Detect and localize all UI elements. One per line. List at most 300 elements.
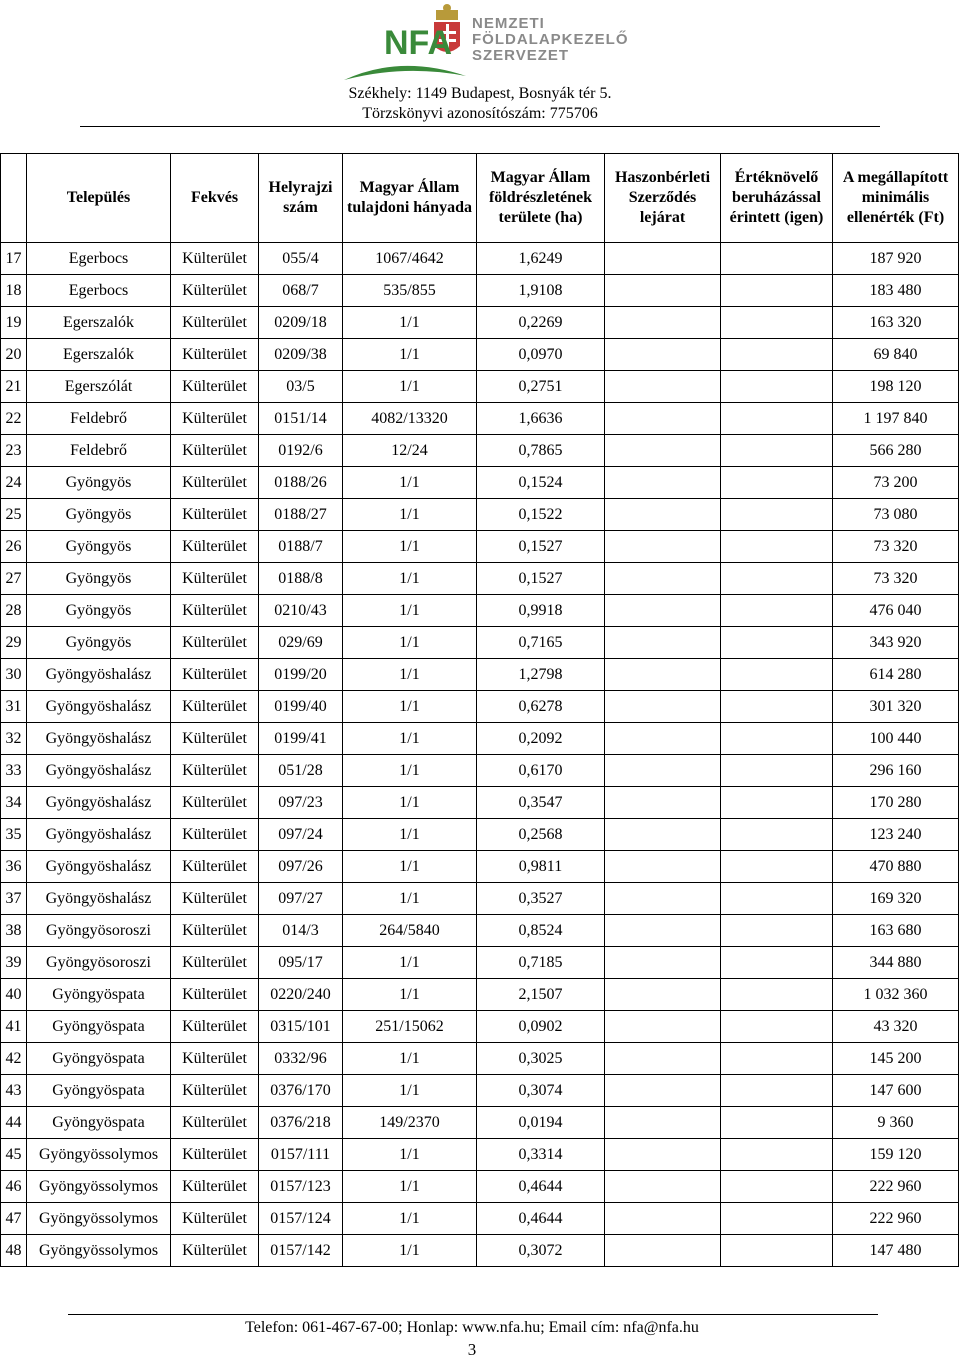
table-row <box>1 371 959 403</box>
table-cell: Gyöngyöspata <box>27 1043 171 1075</box>
table-cell: Külterület <box>171 563 259 595</box>
table-cell <box>721 275 833 307</box>
table-cell: 1/1 <box>343 1171 477 1203</box>
table-cell: Külterület <box>171 691 259 723</box>
table-cell: 1/1 <box>343 851 477 883</box>
table-cell: Gyöngyöspata <box>27 1011 171 1043</box>
table-cell: 1/1 <box>343 563 477 595</box>
table-cell: 1/1 <box>343 819 477 851</box>
table-cell: 0332/96 <box>259 1043 343 1075</box>
table-cell: 73 200 <box>833 467 959 499</box>
table-cell: 187 920 <box>833 243 959 275</box>
table-cell: 068/7 <box>259 275 343 307</box>
table-cell: 0376/218 <box>259 1107 343 1139</box>
table-cell <box>721 1011 833 1043</box>
table-cell <box>605 627 721 659</box>
table-cell: 014/3 <box>259 915 343 947</box>
nfa-logo <box>340 2 629 84</box>
table-cell: Gyöngyöshalász <box>27 723 171 755</box>
table-row <box>1 1235 959 1267</box>
table-cell: Külterület <box>171 499 259 531</box>
table-cell <box>605 1235 721 1267</box>
table-cell: 0151/14 <box>259 403 343 435</box>
table-cell: 1/1 <box>343 339 477 371</box>
table-cell: 1/1 <box>343 947 477 979</box>
table-cell: 0188/7 <box>259 531 343 563</box>
column-header-2: Fekvés <box>171 154 259 243</box>
table-cell: 1/1 <box>343 1235 477 1267</box>
table-cell: Külterület <box>171 339 259 371</box>
table-cell: 32 <box>1 723 27 755</box>
table-cell: 170 280 <box>833 787 959 819</box>
table-cell <box>721 755 833 787</box>
table-row <box>1 403 959 435</box>
table-row <box>1 435 959 467</box>
table-row <box>1 499 959 531</box>
table-cell: Külterület <box>171 1235 259 1267</box>
column-header-5: Magyar Állam földrészletének területe (ha) <box>477 154 605 243</box>
table-cell: 1/1 <box>343 659 477 691</box>
table-row <box>1 1075 959 1107</box>
table-cell: Feldebrő <box>27 403 171 435</box>
table-cell <box>605 787 721 819</box>
svg-text:NFA: NFA <box>384 24 452 62</box>
table-cell: 0210/43 <box>259 595 343 627</box>
table-cell <box>721 787 833 819</box>
table-row <box>1 755 959 787</box>
table-row <box>1 275 959 307</box>
table-cell: 34 <box>1 787 27 819</box>
table-cell <box>721 1203 833 1235</box>
table-cell: 43 <box>1 1075 27 1107</box>
table-cell: 19 <box>1 307 27 339</box>
table-cell: Külterület <box>171 819 259 851</box>
table-cell: 44 <box>1 1107 27 1139</box>
table-cell <box>721 1043 833 1075</box>
table-cell <box>605 723 721 755</box>
table-cell: 0,8524 <box>477 915 605 947</box>
table-cell: 73 320 <box>833 531 959 563</box>
table-cell: Gyöngyös <box>27 563 171 595</box>
table-cell: 343 920 <box>833 627 959 659</box>
table-cell: 097/26 <box>259 851 343 883</box>
table-cell <box>605 1075 721 1107</box>
table-cell: 029/69 <box>259 627 343 659</box>
table-cell: 1,9108 <box>477 275 605 307</box>
table-cell: 12/24 <box>343 435 477 467</box>
table-cell: 0,2568 <box>477 819 605 851</box>
table-cell: 149/2370 <box>343 1107 477 1139</box>
table-cell: 1/1 <box>343 691 477 723</box>
table-cell: 73 080 <box>833 499 959 531</box>
table-cell: 18 <box>1 275 27 307</box>
table-cell: 20 <box>1 339 27 371</box>
table-cell <box>605 755 721 787</box>
table-cell <box>605 403 721 435</box>
table-cell <box>605 1043 721 1075</box>
table-cell: Gyöngyöshalász <box>27 787 171 819</box>
table-cell <box>605 595 721 627</box>
table-cell: Külterület <box>171 275 259 307</box>
table-cell: 296 160 <box>833 755 959 787</box>
table-cell: 28 <box>1 595 27 627</box>
table-cell: 0,1527 <box>477 531 605 563</box>
table-cell: Külterület <box>171 595 259 627</box>
table-cell <box>721 1139 833 1171</box>
table-cell <box>605 1203 721 1235</box>
table-cell: Gyöngyöshalász <box>27 659 171 691</box>
table-cell <box>721 1107 833 1139</box>
table-cell: 1,6636 <box>477 403 605 435</box>
table-cell: 0315/101 <box>259 1011 343 1043</box>
table-cell <box>605 883 721 915</box>
table-cell: 100 440 <box>833 723 959 755</box>
table-cell: 183 480 <box>833 275 959 307</box>
table-cell: Külterület <box>171 755 259 787</box>
column-header-7: Értéknövelő beruházással érintett (igen) <box>721 154 833 243</box>
table-cell: Külterület <box>171 1203 259 1235</box>
table-cell <box>721 1075 833 1107</box>
table-cell: 29 <box>1 627 27 659</box>
table-cell: Külterület <box>171 1011 259 1043</box>
table-row <box>1 691 959 723</box>
table-cell: 1/1 <box>343 883 477 915</box>
table-cell: 614 280 <box>833 659 959 691</box>
table-cell: 0209/38 <box>259 339 343 371</box>
table-cell: 264/5840 <box>343 915 477 947</box>
table-cell: Külterület <box>171 915 259 947</box>
table-cell: 0157/123 <box>259 1171 343 1203</box>
table-cell: Gyöngyöspata <box>27 1107 171 1139</box>
table-cell: Egerszalók <box>27 307 171 339</box>
table-cell: 0,3314 <box>477 1139 605 1171</box>
table-cell <box>721 371 833 403</box>
table-cell: Egerszalók <box>27 339 171 371</box>
table-cell: Gyöngyös <box>27 595 171 627</box>
table-cell: 1/1 <box>343 1139 477 1171</box>
table-cell <box>721 1171 833 1203</box>
table-cell: 41 <box>1 1011 27 1043</box>
table-cell <box>605 531 721 563</box>
table-cell <box>605 499 721 531</box>
table-cell <box>605 275 721 307</box>
table-cell: 0199/41 <box>259 723 343 755</box>
table-cell: 0188/26 <box>259 467 343 499</box>
table-cell: 095/17 <box>259 947 343 979</box>
table-cell: 9 360 <box>833 1107 959 1139</box>
table-cell: 097/24 <box>259 819 343 851</box>
table-cell: Gyöngyössolymos <box>27 1203 171 1235</box>
table-cell <box>721 307 833 339</box>
table-cell: 055/4 <box>259 243 343 275</box>
page-number: 3 <box>467 1340 477 1359</box>
table-cell: 30 <box>1 659 27 691</box>
table-cell: Külterület <box>171 1075 259 1107</box>
table-cell: Gyöngyöshalász <box>27 691 171 723</box>
table-cell <box>605 307 721 339</box>
table-cell: 0157/124 <box>259 1203 343 1235</box>
table-cell: 301 320 <box>833 691 959 723</box>
table-cell: 1,2798 <box>477 659 605 691</box>
table-row <box>1 1203 959 1235</box>
table-cell: 566 280 <box>833 435 959 467</box>
table-cell: Külterület <box>171 979 259 1011</box>
table-cell: Gyöngyöshalász <box>27 755 171 787</box>
table-cell: 0,2092 <box>477 723 605 755</box>
table-cell: 17 <box>1 243 27 275</box>
table-cell: 1/1 <box>343 1203 477 1235</box>
table-cell: Külterület <box>171 723 259 755</box>
table-row <box>1 947 959 979</box>
table-cell <box>605 467 721 499</box>
table-cell: Egerszólát <box>27 371 171 403</box>
table-cell: 33 <box>1 755 27 787</box>
table-cell: Egerbocs <box>27 243 171 275</box>
table-cell: Gyöngyöshalász <box>27 851 171 883</box>
land-parcel-table <box>0 153 959 1267</box>
org-name-line-3: SZERVEZET <box>472 47 570 64</box>
table-row <box>1 467 959 499</box>
table-cell: Külterület <box>171 1107 259 1139</box>
table-cell: 097/27 <box>259 883 343 915</box>
table-cell <box>721 819 833 851</box>
table-cell: 476 040 <box>833 595 959 627</box>
table-cell: 344 880 <box>833 947 959 979</box>
headquarters-address: Székhely: 1149 Budapest, Bosnyák tér 5. <box>348 85 612 102</box>
table-cell <box>605 371 721 403</box>
table-cell: 40 <box>1 979 27 1011</box>
table-cell: Külterület <box>171 1043 259 1075</box>
table-cell: Külterület <box>171 787 259 819</box>
table-cell: Gyöngyöspata <box>27 979 171 1011</box>
table-cell <box>605 851 721 883</box>
table-cell <box>605 563 721 595</box>
table-row <box>1 307 959 339</box>
column-header-4: Magyar Állam tulajdoni hányada <box>343 154 477 243</box>
table-row <box>1 1139 959 1171</box>
table-cell: 147 600 <box>833 1075 959 1107</box>
table-cell <box>721 595 833 627</box>
table-cell: 69 840 <box>833 339 959 371</box>
table-cell: 27 <box>1 563 27 595</box>
table-cell: 0,4644 <box>477 1203 605 1235</box>
table-cell: 2,1507 <box>477 979 605 1011</box>
table-cell: 1/1 <box>343 595 477 627</box>
table-cell: 26 <box>1 531 27 563</box>
table-cell: 23 <box>1 435 27 467</box>
table-cell: 22 <box>1 403 27 435</box>
footer-rule <box>68 1314 878 1315</box>
table-cell <box>721 883 833 915</box>
table-cell: 0192/6 <box>259 435 343 467</box>
org-name-line-1: NEMZETI <box>472 15 545 32</box>
table-cell: 48 <box>1 1235 27 1267</box>
table-cell: 0,7165 <box>477 627 605 659</box>
table-cell: 222 960 <box>833 1171 959 1203</box>
table-cell: Gyöngyös <box>27 499 171 531</box>
table-cell: 0,1527 <box>477 563 605 595</box>
table-cell <box>721 979 833 1011</box>
table-row <box>1 979 959 1011</box>
table-cell: 0,6278 <box>477 691 605 723</box>
table-cell: 0157/142 <box>259 1235 343 1267</box>
table-cell: Gyöngyösoroszi <box>27 915 171 947</box>
table-cell: 1/1 <box>343 371 477 403</box>
table-cell: 37 <box>1 883 27 915</box>
table-header-row <box>1 154 959 243</box>
table-cell: Külterület <box>171 659 259 691</box>
table-cell: 1/1 <box>343 467 477 499</box>
table-cell: 222 960 <box>833 1203 959 1235</box>
table-cell: 1/1 <box>343 627 477 659</box>
table-cell <box>721 947 833 979</box>
table-row <box>1 627 959 659</box>
table-cell: 0188/8 <box>259 563 343 595</box>
table-row <box>1 851 959 883</box>
org-name-line-2: FÖLDALAPKEZELŐ <box>472 31 629 48</box>
table-row <box>1 819 959 851</box>
table-cell: Külterület <box>171 851 259 883</box>
footer-contact: Telefon: 061-467-67-00; Honlap: www.nfa.hu; Email cím: nfa@nfa.hu <box>245 1319 699 1336</box>
table-cell: 1/1 <box>343 979 477 1011</box>
table-cell: 43 320 <box>833 1011 959 1043</box>
table-cell <box>721 851 833 883</box>
table-cell: Gyöngyös <box>27 467 171 499</box>
table-cell: Gyöngyöshalász <box>27 883 171 915</box>
table-cell: Gyöngyös <box>27 531 171 563</box>
table-cell <box>605 1107 721 1139</box>
table-cell: 0,4644 <box>477 1171 605 1203</box>
registry-number: Törzskönyvi azonosítószám: 775706 <box>362 105 598 122</box>
table-cell: 4082/13320 <box>343 403 477 435</box>
table-cell: 39 <box>1 947 27 979</box>
table-cell: 1067/4642 <box>343 243 477 275</box>
table-cell: Külterület <box>171 883 259 915</box>
table-row <box>1 339 959 371</box>
table-cell: 0,9918 <box>477 595 605 627</box>
table-cell: 21 <box>1 371 27 403</box>
table-cell: Külterület <box>171 531 259 563</box>
table-cell: Külterület <box>171 307 259 339</box>
table-cell: 1/1 <box>343 531 477 563</box>
table-cell: 1,6249 <box>477 243 605 275</box>
table-cell <box>605 1171 721 1203</box>
table-row <box>1 243 959 275</box>
table-cell: Gyöngyössolymos <box>27 1139 171 1171</box>
table-row <box>1 595 959 627</box>
table-cell: 1/1 <box>343 499 477 531</box>
table-cell <box>605 819 721 851</box>
table-cell: 46 <box>1 1171 27 1203</box>
table-cell: 1 197 840 <box>833 403 959 435</box>
table-cell: 147 480 <box>833 1235 959 1267</box>
table-cell: Külterület <box>171 627 259 659</box>
table-cell: 097/23 <box>259 787 343 819</box>
table-cell: 0,2269 <box>477 307 605 339</box>
table-row <box>1 1011 959 1043</box>
table-cell: Külterület <box>171 467 259 499</box>
table-cell: Gyöngyös <box>27 627 171 659</box>
table-cell <box>605 1011 721 1043</box>
table-cell: Külterület <box>171 243 259 275</box>
table-cell: 1/1 <box>343 1043 477 1075</box>
table-cell: 198 120 <box>833 371 959 403</box>
org-name <box>472 16 629 64</box>
table-cell: 470 880 <box>833 851 959 883</box>
table-cell <box>721 403 833 435</box>
table-cell <box>721 243 833 275</box>
table-cell: Gyöngyöshalász <box>27 819 171 851</box>
table-cell: 45 <box>1 1139 27 1171</box>
table-cell: 35 <box>1 819 27 851</box>
table-cell: 159 120 <box>833 1139 959 1171</box>
table-cell: 0,9811 <box>477 851 605 883</box>
table-cell <box>605 1139 721 1171</box>
table-cell <box>721 627 833 659</box>
table-row <box>1 1043 959 1075</box>
table-cell <box>721 659 833 691</box>
table-row <box>1 563 959 595</box>
header-rule <box>80 126 880 127</box>
table-cell: 36 <box>1 851 27 883</box>
page-header <box>0 0 960 130</box>
table-cell: 0220/240 <box>259 979 343 1011</box>
table-cell <box>721 691 833 723</box>
table-row <box>1 723 959 755</box>
table-cell <box>605 947 721 979</box>
table-cell <box>605 915 721 947</box>
table-cell <box>721 339 833 371</box>
table-cell: 0199/20 <box>259 659 343 691</box>
table-cell: 1/1 <box>343 307 477 339</box>
table-row <box>1 915 959 947</box>
table-cell <box>721 723 833 755</box>
table-cell: 051/28 <box>259 755 343 787</box>
table-cell: 163 680 <box>833 915 959 947</box>
table-cell: 0,0194 <box>477 1107 605 1139</box>
table-cell: Külterület <box>171 435 259 467</box>
table-cell: 24 <box>1 467 27 499</box>
table-cell <box>605 659 721 691</box>
table-cell: Gyöngyössolymos <box>27 1235 171 1267</box>
table-cell: 0,0902 <box>477 1011 605 1043</box>
table-cell: 0,3527 <box>477 883 605 915</box>
table-cell: 0188/27 <box>259 499 343 531</box>
table-cell: 145 200 <box>833 1043 959 1075</box>
table-cell <box>605 339 721 371</box>
table-cell: 0,1522 <box>477 499 605 531</box>
table-cell: 0,3074 <box>477 1075 605 1107</box>
table-cell: Külterület <box>171 1171 259 1203</box>
table-cell: Gyöngyösoroszi <box>27 947 171 979</box>
table-cell: 0,2751 <box>477 371 605 403</box>
table-cell: 0199/40 <box>259 691 343 723</box>
table-cell <box>721 563 833 595</box>
table-cell <box>721 435 833 467</box>
table-row <box>1 531 959 563</box>
column-header-1: Település <box>27 154 171 243</box>
table-cell: 0376/170 <box>259 1075 343 1107</box>
table-cell <box>605 243 721 275</box>
table-cell: Külterület <box>171 1139 259 1171</box>
table-row <box>1 787 959 819</box>
table-row <box>1 1107 959 1139</box>
table-cell: 47 <box>1 1203 27 1235</box>
table-cell: Gyöngyöspata <box>27 1075 171 1107</box>
table-cell: 251/15062 <box>343 1011 477 1043</box>
column-header-0 <box>1 154 27 243</box>
column-header-8: A megállapított minimális ellenérték (Ft) <box>833 154 959 243</box>
